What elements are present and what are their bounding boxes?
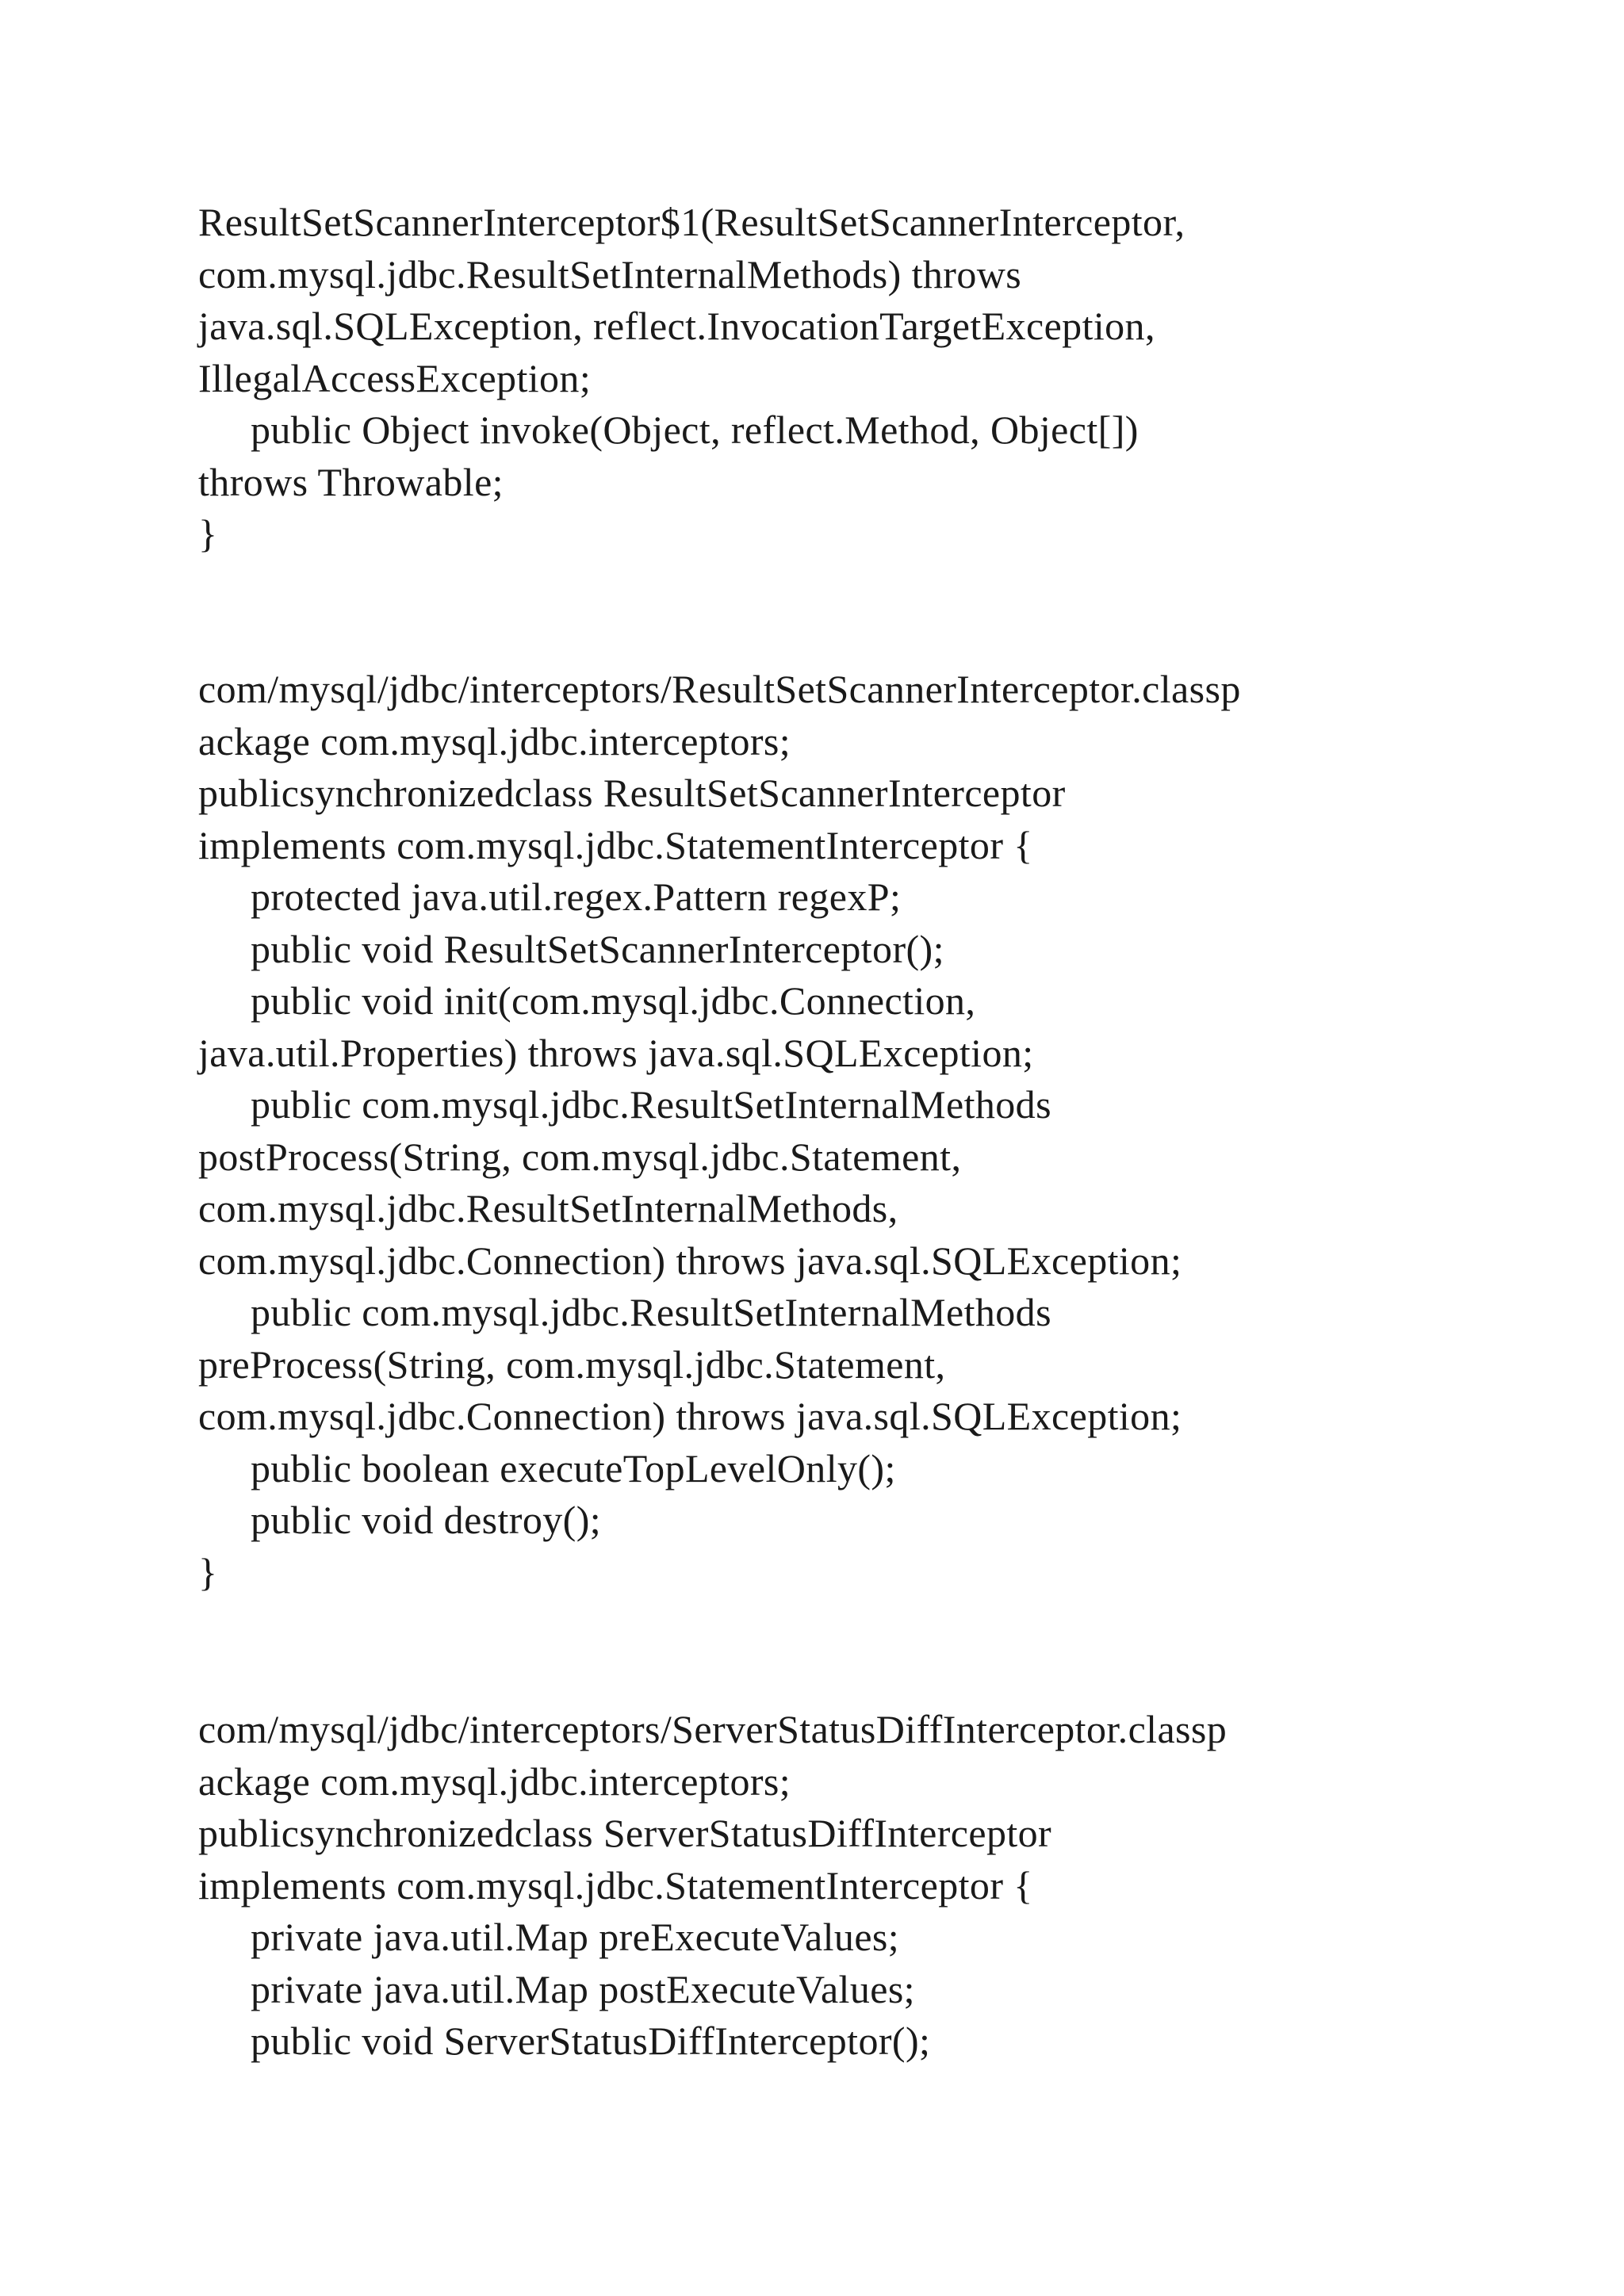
code-line: com.mysql.jdbc.Connection) throws java.sql.SQLException; [198,1238,1182,1283]
code-line: com.mysql.jdbc.ResultSetInternalMethods, [198,1186,898,1230]
code-block-resultset-scanner-interceptor [198,664,1562,1598]
code-line: public void ServerStatusDiffInterceptor(); [251,2019,931,2063]
code-line: protected java.util.regex.Pattern regexP; [251,874,902,919]
code-line: public boolean executeTopLevelOnly(); [251,1445,896,1490]
code-line: } [198,1549,218,1594]
code-block-server-status-diff-interceptor [198,1704,1562,2068]
code-line: com.mysql.jdbc.Connection) throws java.sql.SQLException; [198,1394,1182,1438]
code-line: public Object invoke(Object, reflect.Method, Object[]) [251,408,1139,452]
code-line: ackage com.mysql.jdbc.interceptors; [198,718,791,763]
code-line: com.mysql.jdbc.ResultSetInternalMethods) throws [198,251,1022,297]
code-line: java.util.Properties) throws java.sql.SQLException; [198,1030,1034,1075]
code-line: public com.mysql.jdbc.ResultSetInternalMethods [251,1290,1051,1334]
code-line: implements com.mysql.jdbc.StatementInterceptor { [198,1862,1033,1908]
code-block-inner-class [198,197,1562,561]
code-line: ResultSetScannerInterceptor$1(ResultSetScannerInterceptor, [198,200,1185,244]
code-line: } [198,511,218,556]
code-line: ackage com.mysql.jdbc.interceptors; [198,1758,791,1804]
code-line: public void init(com.mysql.jdbc.Connection, [251,978,976,1023]
code-line: public void destroy(); [251,1498,602,1542]
code-line: publicsynchronizedclass ResultSetScannerInterceptor [198,771,1066,815]
code-line: preProcess(String, com.mysql.jdbc.Statement, [198,1341,946,1387]
code-line: private java.util.Map preExecuteValues; [251,1915,900,1959]
code-line: java.sql.SQLException, reflect.InvocationTargetException, [198,304,1155,348]
code-line: publicsynchronizedclass ServerStatusDiffInterceptor [198,1811,1052,1855]
code-line: com/mysql/jdbc/interceptors/ServerStatusDiffInterceptor.classp [198,1707,1228,1751]
code-line: throws Throwable; [198,459,504,504]
code-line: com/mysql/jdbc/interceptors/ResultSetScannerInterceptor.classp [198,667,1241,711]
code-line: implements com.mysql.jdbc.StatementInterceptor { [198,822,1033,867]
code-line: private java.util.Map postExecuteValues; [251,1966,915,2011]
code-line: public void ResultSetScannerInterceptor(); [251,926,944,971]
code-line: IllegalAccessException; [198,355,592,400]
code-line: postProcess(String, com.mysql.jdbc.Statement, [198,1134,962,1179]
code-line: public com.mysql.jdbc.ResultSetInternalMethods [251,1082,1051,1127]
